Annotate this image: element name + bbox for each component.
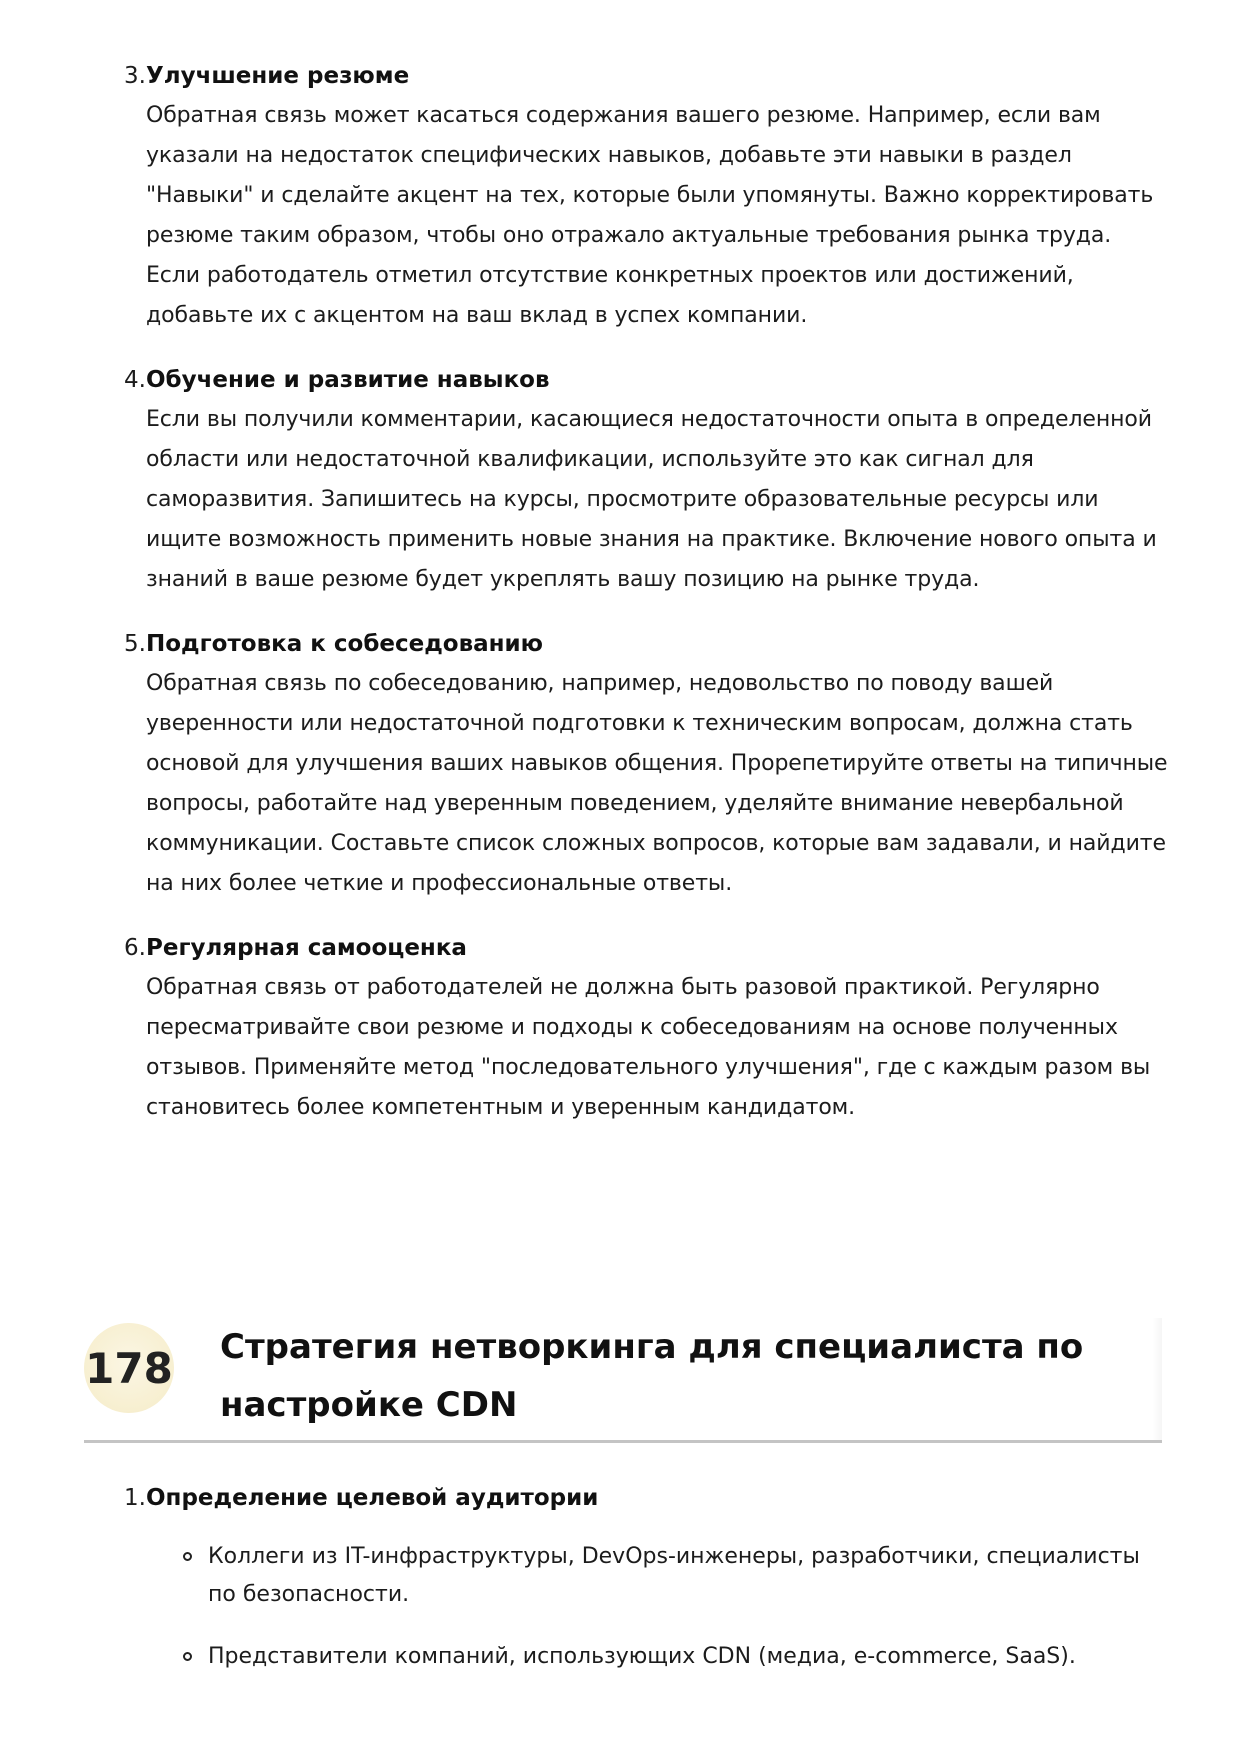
item-paragraph: Обратная связь может касаться содержания вашего резюме. Например, если вам указали на недостаток специфических навыков, добавьте эти навыки в раздел "Навыки" и сделайте акцент на тех, которые были упомянуты. Важно корректировать резюме таким образом, чтобы оно отражало актуальные требования рынка труда. Если работодатель отметил отсутствие конкретных проектов или достижений, добавьте их с акцентом на ваш вклад в успех компании. bbox=[146, 103, 1154, 328]
item-heading: Обучение и развитие навыков bbox=[146, 367, 550, 393]
item-heading: Подготовка к собеседованию bbox=[146, 631, 544, 657]
item-number: 1. bbox=[124, 1485, 146, 1511]
item-number: 3. bbox=[124, 63, 146, 89]
bullet-text: Коллеги из IT-инфраструктуры, DevOps-инженеры, разработчики, специалисты по безопасности. bbox=[208, 1544, 1140, 1607]
circle-bullet-icon bbox=[183, 1652, 192, 1661]
item-number: 6. bbox=[124, 935, 146, 961]
chapter-header-shadow bbox=[1152, 1318, 1162, 1440]
list-item bbox=[118, 364, 1168, 600]
item-heading: Определение целевой аудитории bbox=[146, 1485, 599, 1511]
list-item bbox=[118, 628, 1168, 904]
item-number: 5. bbox=[124, 631, 146, 657]
circle-bullet-icon bbox=[183, 1552, 192, 1561]
item-paragraph: Обратная связь по собеседованию, например, недовольство по поводу вашей уверенности или недостаточной подготовки к техническим вопросам, должна стать основой для улучшения ваших навыков общения. Прорепетируйте ответы на типичные вопросы, работайте над уверенным поведением, уделяйте внимание невербальной коммуникации. Составьте список сложных вопросов, которые вам задавали, и найдите на них более четкие и профессиональные ответы. bbox=[146, 671, 1168, 896]
item-number: 4. bbox=[124, 367, 146, 393]
list-item bbox=[118, 932, 1168, 1128]
bullet-text: Представители компаний, использующих CDN (медиа, e-commerce, SaaS). bbox=[208, 1644, 1076, 1669]
item-paragraph: Если вы получили комментарии, касающиеся недостаточности опыта в определенной области или недостаточной квалификации, используйте это как сигнал для саморазвития. Запишитесь на курсы, просмотрите образовательные ресурсы или ищите возможность применить новые знания на практике. Включение нового опыта и знаний в ваше резюме будет укреплять вашу позицию на рынке труда. bbox=[146, 407, 1157, 592]
bullet-item bbox=[146, 1538, 1168, 1614]
chapter-number-badge: 178 bbox=[84, 1323, 174, 1413]
item-heading: Регулярная самооценка bbox=[146, 935, 467, 961]
bullet-list bbox=[146, 1538, 1168, 1676]
list-item bbox=[118, 1482, 1168, 1700]
chapter-title: Стратегия нетворкинга для специалиста по настройке CDN bbox=[220, 1327, 1084, 1425]
list-item bbox=[118, 60, 1168, 336]
item-heading: Улучшение резюме bbox=[146, 63, 410, 89]
chapter-header bbox=[84, 1318, 1162, 1443]
bullet-item bbox=[146, 1638, 1168, 1676]
item-paragraph: Обратная связь от работодателей не должна быть разовой практикой. Регулярно пересматривайте свои резюме и подходы к собеседованиям на основе полученных отзывов. Применяйте метод "последовательного улучшения", где с каждым разом вы становитесь более компетентным и уверенным кандидатом. bbox=[146, 975, 1151, 1120]
